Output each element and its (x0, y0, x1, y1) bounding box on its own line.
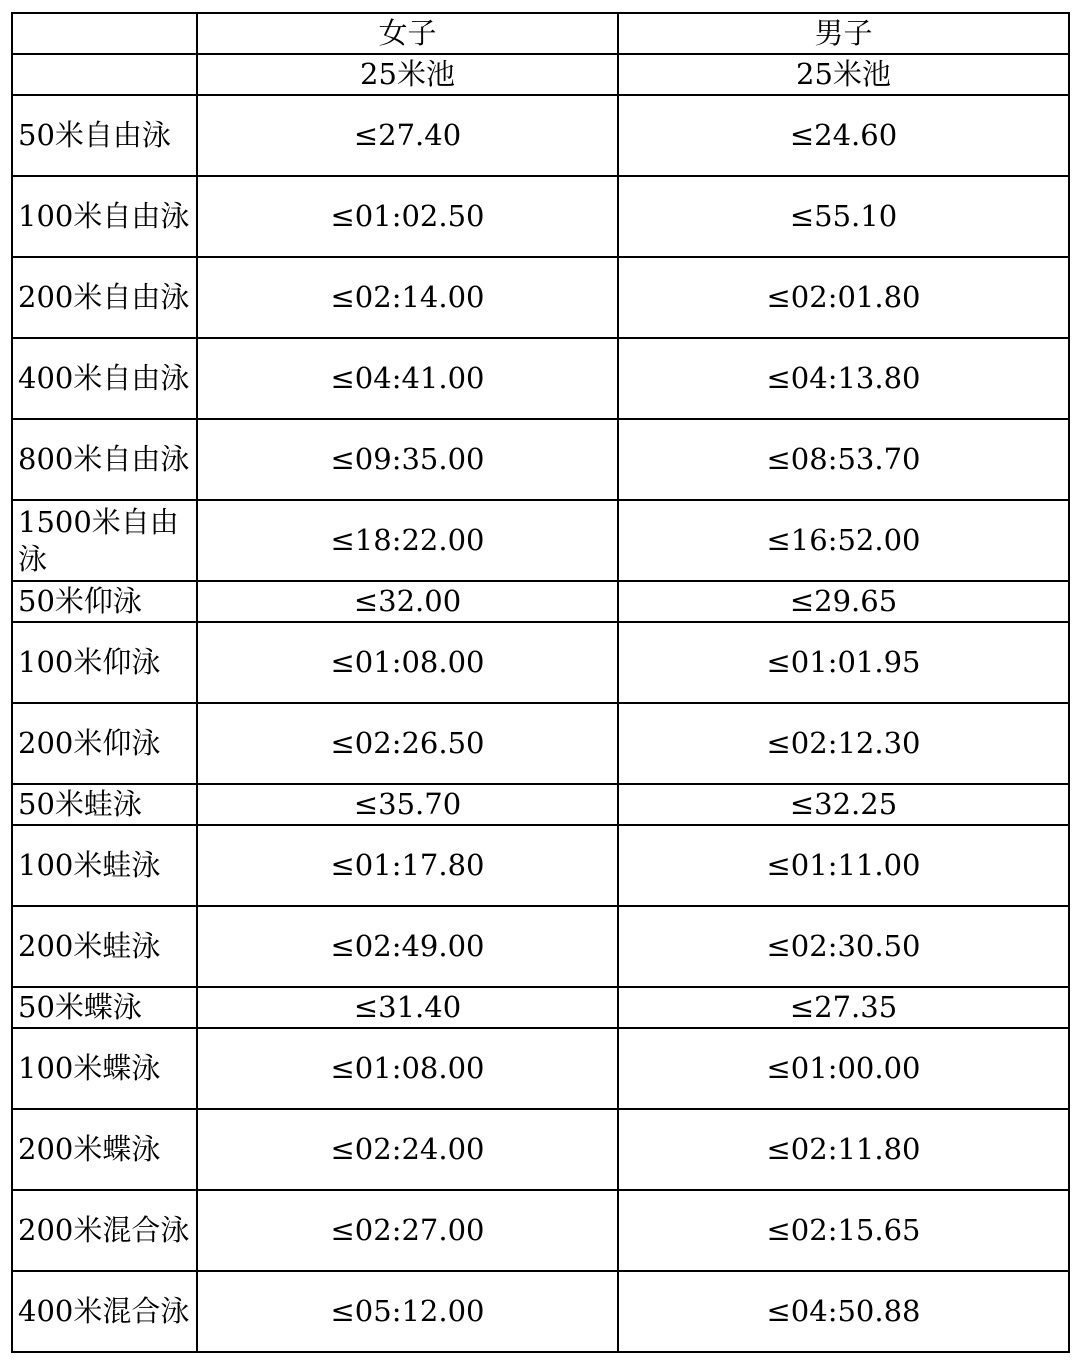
male-time: ≤27.35 (618, 987, 1069, 1028)
table-row (12, 338, 1069, 419)
table-row (12, 95, 1069, 176)
male-time: ≤16:52.00 (618, 500, 1069, 581)
table-row (12, 987, 1069, 1028)
event-name: 800米自由泳 (12, 419, 197, 500)
male-time: ≤04:50.88 (618, 1271, 1069, 1352)
qualifying-standards-table (11, 12, 1070, 1353)
female-time: ≤18:22.00 (197, 500, 618, 581)
event-name: 400米混合泳 (12, 1271, 197, 1352)
female-time: ≤02:14.00 (197, 257, 618, 338)
header-corner-cell-2 (12, 54, 197, 95)
female-time: ≤02:49.00 (197, 906, 618, 987)
header-row-pool (12, 54, 1069, 95)
event-name: 200米仰泳 (12, 703, 197, 784)
male-time: ≤01:01.95 (618, 622, 1069, 703)
male-time: ≤02:01.80 (618, 257, 1069, 338)
event-name: 200米蝶泳 (12, 1109, 197, 1190)
female-time: ≤01:17.80 (197, 825, 618, 906)
male-time: ≤08:53.70 (618, 419, 1069, 500)
event-name: 200米混合泳 (12, 1190, 197, 1271)
table-row (12, 1028, 1069, 1109)
table-row (12, 1109, 1069, 1190)
female-time: ≤27.40 (197, 95, 618, 176)
table-row (12, 1190, 1069, 1271)
male-time: ≤55.10 (618, 176, 1069, 257)
male-time: ≤02:30.50 (618, 906, 1069, 987)
male-time: ≤24.60 (618, 95, 1069, 176)
female-time: ≤09:35.00 (197, 419, 618, 500)
table-row (12, 703, 1069, 784)
table-row (12, 906, 1069, 987)
header-row-gender (12, 13, 1069, 54)
event-name: 100米自由泳 (12, 176, 197, 257)
female-time: ≤01:08.00 (197, 622, 618, 703)
header-male-pool: 25米池 (618, 54, 1069, 95)
table-row (12, 176, 1069, 257)
event-name: 50米蛙泳 (12, 784, 197, 825)
male-time: ≤02:12.30 (618, 703, 1069, 784)
table-row (12, 1271, 1069, 1352)
event-name: 400米自由泳 (12, 338, 197, 419)
table-row (12, 825, 1069, 906)
female-time: ≤35.70 (197, 784, 618, 825)
male-time: ≤29.65 (618, 581, 1069, 622)
event-name: 100米仰泳 (12, 622, 197, 703)
female-time: ≤02:26.50 (197, 703, 618, 784)
event-name: 50米蝶泳 (12, 987, 197, 1028)
header-male: 男子 (618, 13, 1069, 54)
event-name: 100米蝶泳 (12, 1028, 197, 1109)
table-row (12, 419, 1069, 500)
female-time: ≤04:41.00 (197, 338, 618, 419)
header-corner-cell (12, 13, 197, 54)
female-time: ≤02:27.00 (197, 1190, 618, 1271)
female-time: ≤01:02.50 (197, 176, 618, 257)
male-time: ≤32.25 (618, 784, 1069, 825)
table-row (12, 257, 1069, 338)
male-time: ≤02:15.65 (618, 1190, 1069, 1271)
header-female: 女子 (197, 13, 618, 54)
table-row (12, 784, 1069, 825)
event-name: 1500米自由泳 (12, 500, 197, 581)
event-name: 200米蛙泳 (12, 906, 197, 987)
header-female-pool: 25米池 (197, 54, 618, 95)
table-row (12, 581, 1069, 622)
table-row (12, 500, 1069, 581)
male-time: ≤04:13.80 (618, 338, 1069, 419)
female-time: ≤02:24.00 (197, 1109, 618, 1190)
table-row (12, 622, 1069, 703)
event-name: 200米自由泳 (12, 257, 197, 338)
female-time: ≤01:08.00 (197, 1028, 618, 1109)
event-name: 50米自由泳 (12, 95, 197, 176)
female-time: ≤31.40 (197, 987, 618, 1028)
female-time: ≤32.00 (197, 581, 618, 622)
male-time: ≤01:11.00 (618, 825, 1069, 906)
male-time: ≤01:00.00 (618, 1028, 1069, 1109)
male-time: ≤02:11.80 (618, 1109, 1069, 1190)
event-name: 50米仰泳 (12, 581, 197, 622)
female-time: ≤05:12.00 (197, 1271, 618, 1352)
event-name: 100米蛙泳 (12, 825, 197, 906)
